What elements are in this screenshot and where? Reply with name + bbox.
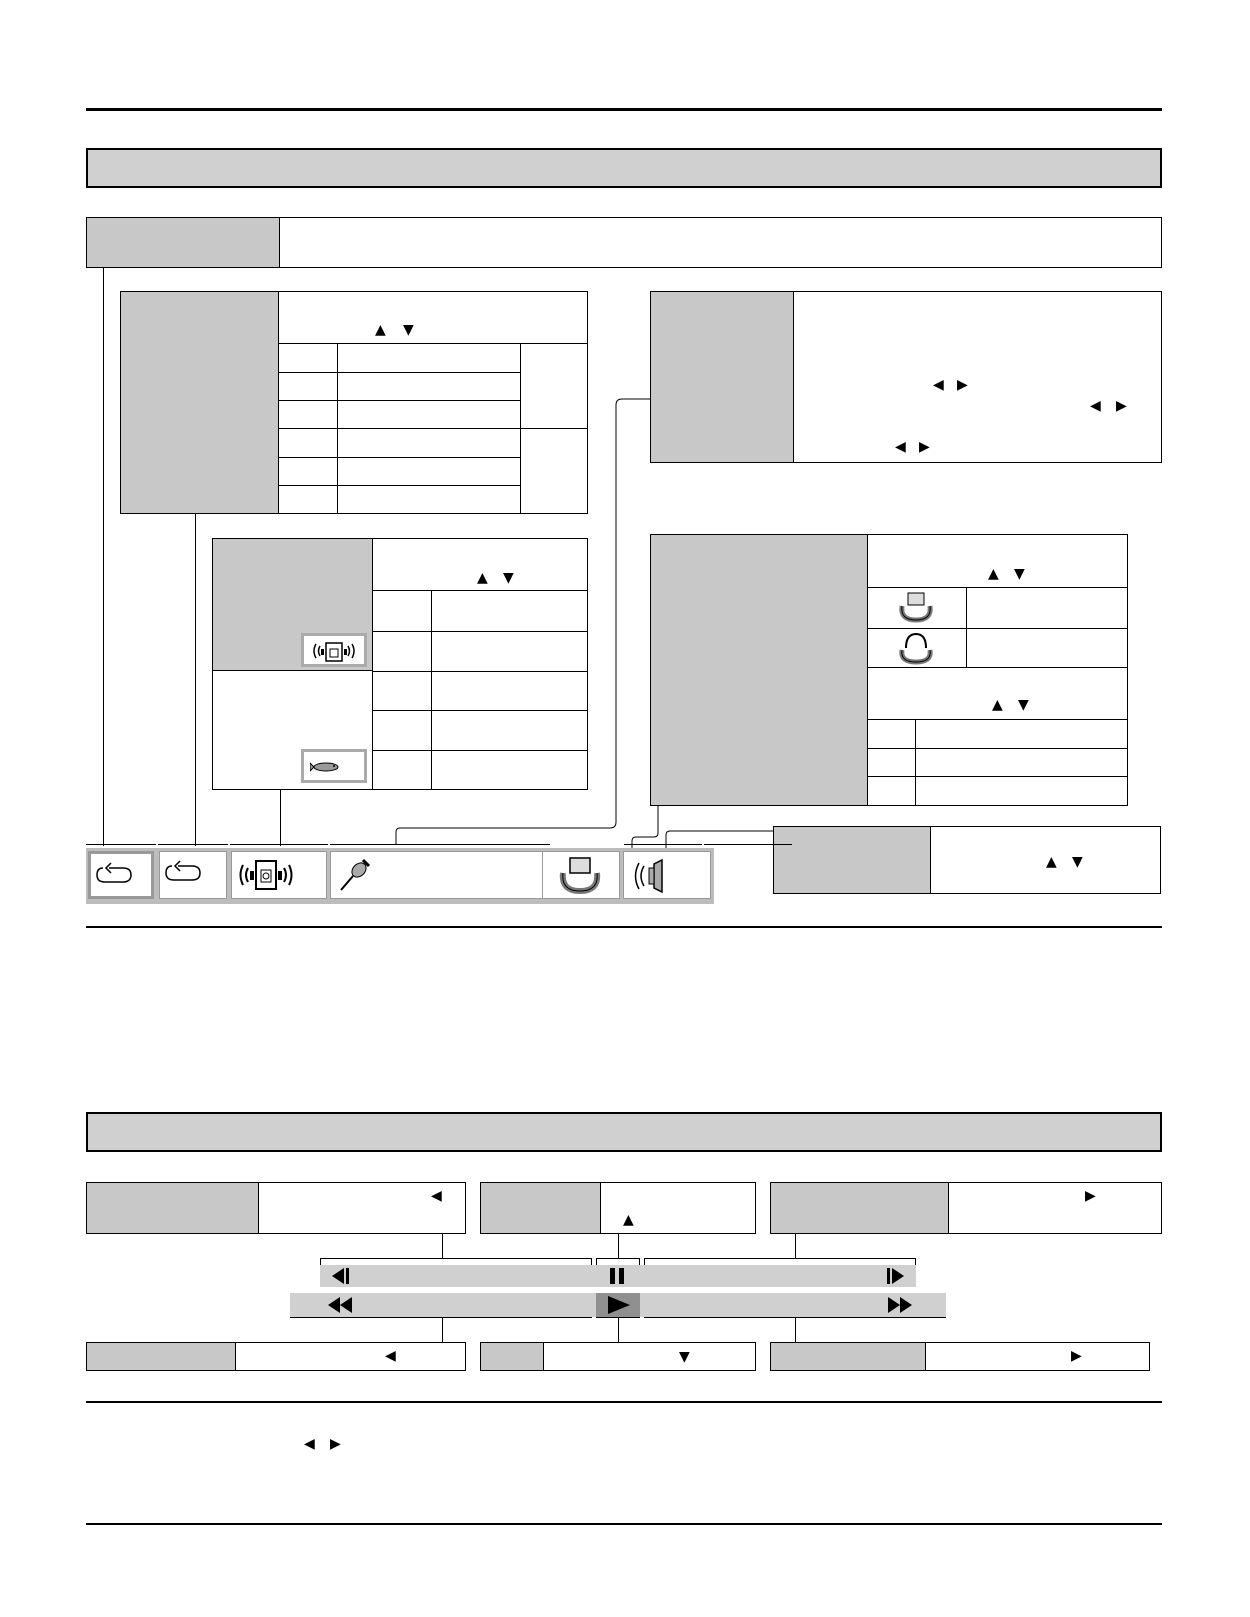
rotate-view-icon [557,855,603,897]
left-arrow-icon: ◀ [385,1348,396,1364]
left-arrow-icon: ◀ [431,1188,442,1204]
volume-box [773,826,1161,894]
right-arrow-icon: ▶ [957,377,968,393]
surround-speaker-icon [238,855,294,895]
right-arrow-icon: ▶ [1071,1348,1082,1364]
up-arrow-icon: ▲ [477,570,488,586]
divider-rule [86,1401,1162,1403]
room-effect-option-button[interactable] [301,749,367,783]
down-arrow-icon: ▼ [679,1349,690,1365]
toolbar [86,848,714,904]
right-arrow-icon: ▶ [1116,398,1127,414]
next-chapter-info-label [771,1183,949,1233]
fish-icon [310,758,344,776]
up-arrow-icon: ▲ [988,566,999,582]
rewind-info-box [86,1342,466,1371]
bottom-rule [86,1523,1162,1525]
prev-chapter-info-label [87,1183,259,1233]
rotate-headphone-icon [896,630,936,666]
intro-box [86,217,1162,268]
view-mode-rows [868,720,1127,805]
left-arrow-icon: ◀ [933,377,944,393]
fast-forward-info-label [771,1343,926,1370]
up-arrow-icon: ▲ [1046,854,1057,870]
pause-icon [606,1266,630,1286]
down-arrow-icon: ▼ [1072,854,1083,870]
prev-chapter-info-box [86,1182,466,1234]
view-mode-icon-rows [868,588,1127,668]
surround-speaker-icon [312,638,356,664]
left-arrow-icon: ◀ [1090,398,1101,414]
rewind-button[interactable] [326,1295,356,1315]
fast-forward-button[interactable] [886,1295,916,1315]
return-button[interactable] [88,851,154,899]
play-button[interactable] [596,1293,640,1317]
left-arrow-icon: ◀ [895,439,906,455]
pause-button[interactable] [606,1266,630,1286]
view-mode-subheader [868,668,1127,720]
previous-chapter-button[interactable] [328,1266,358,1286]
pin-icon [337,856,373,894]
surround-button[interactable] [231,851,327,899]
pause-info-label [481,1183,601,1233]
up-arrow-icon: ▲ [992,697,1003,713]
menu-list-label [121,292,279,513]
speaker-icon [632,858,676,894]
next-chapter-button[interactable] [884,1266,914,1286]
rotate-view-button[interactable] [542,851,620,899]
view-mode-box [650,534,1128,806]
down-arrow-icon: ▼ [403,322,414,338]
right-arrow-icon: ▶ [919,439,930,455]
adjustment-label [651,292,794,462]
return-arrow-icon [164,858,204,886]
return-arrow-icon [95,860,135,888]
right-arrow-icon: ▶ [330,1436,341,1452]
down-arrow-icon: ▼ [1014,566,1025,582]
section-header-bar [86,148,1162,188]
up-arrow-icon: ▲ [623,1212,634,1228]
volume-label [774,827,931,893]
play-info-box [480,1342,756,1371]
room-effect-label [213,671,373,789]
adjustment-box [650,291,1162,463]
next-chapter-info-box [770,1182,1162,1234]
down-arrow-icon: ▼ [503,570,514,586]
fast-forward-info-box [770,1342,1150,1371]
pause-info-box [480,1182,756,1234]
down-arrow-icon: ▼ [1018,697,1029,713]
divider-rule [86,926,1162,928]
intro-label-cell [87,218,280,267]
pin-button[interactable] [330,851,550,899]
menu-list-header [279,292,587,344]
play-info-label [481,1343,544,1370]
fast-forward-icon [886,1295,914,1315]
return-all-button[interactable] [159,851,227,899]
view-mode-header [868,535,1127,588]
left-arrow-icon: ◀ [304,1436,315,1452]
next-chapter-icon [884,1266,908,1286]
top-rule [86,108,1162,111]
rewind-icon [326,1295,354,1315]
surround-option-button[interactable] [301,633,367,667]
play-icon [596,1293,640,1317]
right-arrow-icon: ▶ [1085,1188,1096,1204]
surround-mode-label [213,539,373,671]
up-arrow-icon: ▲ [375,322,386,338]
previous-chapter-icon [328,1266,352,1286]
rewind-info-label [87,1343,236,1370]
section-header-bar [86,1112,1162,1152]
rotate-view-icon [896,590,936,626]
view-mode-label [651,535,868,805]
speaker-button[interactable] [623,851,711,899]
